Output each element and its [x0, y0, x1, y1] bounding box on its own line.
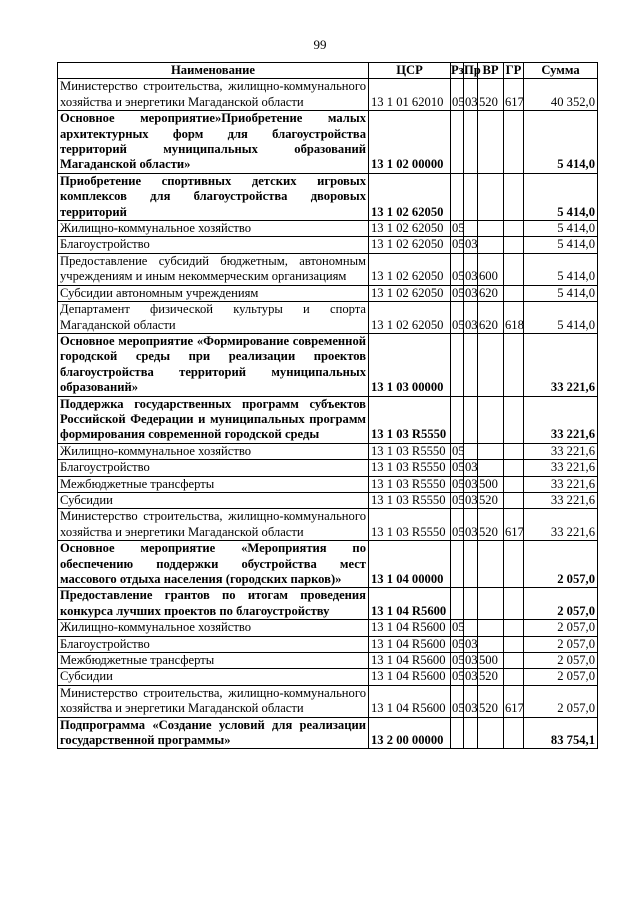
table-row [58, 717, 598, 749]
cell-name: Департамент физической культуры и спорта Магаданской области [58, 302, 369, 334]
table-row [58, 620, 598, 636]
cell-gr: 617 [504, 685, 524, 717]
cell-vr [478, 620, 504, 636]
table-row [58, 685, 598, 717]
cell-vr: 520 [478, 509, 504, 541]
cell-rz: 05 [451, 685, 464, 717]
cell-csr: 13 1 04 R5600 [369, 669, 451, 685]
cell-name: Межбюджетные трансферты [58, 476, 369, 492]
cell-gr [504, 253, 524, 285]
cell-csr: 13 1 03 R5550 [369, 460, 451, 476]
cell-name: Приобретение спортивных детских игровых комплексов для благоустройства дворовых территорий [58, 173, 369, 220]
cell-name: Субсидии [58, 669, 369, 685]
cell-csr: 13 1 02 62050 [369, 285, 451, 301]
cell-rz [451, 396, 464, 443]
cell-rz: 05 [451, 302, 464, 334]
cell-csr: 13 1 02 62050 [369, 237, 451, 253]
table-row [58, 476, 598, 492]
cell-name: Министерство строительства, жилищно-коммунального хозяйства и энергетики Магаданской области [58, 509, 369, 541]
cell-name: Субсидии [58, 492, 369, 508]
cell-name: Жилищно-коммунальное хозяйство [58, 443, 369, 459]
cell-name: Основное мероприятие»Приобретение малых архитектурных форм для благоустройства территорий муниципальных образований Магаданской области» [58, 111, 369, 174]
cell-sum: 2 057,0 [524, 541, 598, 588]
cell-vr [478, 588, 504, 620]
cell-pr: 03 [465, 636, 478, 651]
header-vr: ВР [478, 63, 504, 79]
cell-pr: 03 [465, 653, 478, 668]
cell-gr [504, 636, 524, 652]
header-sum: Сумма [524, 63, 598, 79]
cell-sum: 2 057,0 [524, 685, 598, 717]
header-rz: Рз [451, 63, 464, 77]
table-row [58, 79, 598, 111]
cell-rz [451, 111, 464, 174]
cell-sum: 5 414,0 [524, 253, 598, 285]
cell-rz [451, 333, 464, 396]
cell-gr [504, 541, 524, 588]
table-row [58, 173, 598, 220]
cell-rz [451, 717, 464, 749]
cell-csr: 13 1 03 R5550 [369, 396, 451, 443]
cell-vr: 620 [478, 302, 504, 334]
cell-vr: 500 [478, 476, 504, 492]
cell-rz [451, 541, 464, 588]
cell-gr [504, 173, 524, 220]
cell-name: Предоставление субсидий бюджетным, автономным учреждениям и иным некоммерческим организациям [58, 253, 369, 285]
cell-vr [478, 396, 504, 443]
table-row [58, 302, 598, 334]
cell-csr: 13 1 04 R5600 [369, 588, 451, 620]
cell-vr [478, 237, 504, 253]
cell-name: Министерство строительства, жилищно-коммунального хозяйства и энергетики Магаданской области [58, 79, 369, 111]
cell-pr [464, 541, 478, 588]
cell-vr: 500 [478, 653, 504, 669]
cell-rz: 05 [451, 509, 464, 541]
cell-vr [478, 460, 504, 476]
cell-vr: 600 [478, 253, 504, 285]
cell-rz: 05 [451, 253, 464, 285]
cell-sum: 5 414,0 [524, 173, 598, 220]
table-row [58, 636, 598, 652]
cell-gr [504, 396, 524, 443]
cell-rz: 05 [452, 492, 465, 507]
cell-sum: 33 221,6 [524, 396, 598, 443]
table-row [58, 588, 598, 620]
cell-vr [478, 221, 504, 237]
cell-gr: 618 [504, 302, 524, 334]
cell-name: Поддержка государственных программ субъектов Российской Федерации и муниципальных программ формирования современной городской среды [58, 396, 369, 443]
cell-pr: 03 [465, 285, 478, 300]
cell-sum: 5 414,0 [524, 302, 598, 334]
header-pr: Пр [464, 63, 481, 77]
header-csr: ЦСР [369, 63, 451, 79]
cell-rz: 05 [452, 636, 465, 651]
cell-csr: 13 1 01 62010 [369, 79, 451, 111]
cell-vr [478, 717, 504, 749]
cell-csr: 13 1 04 R5600 [369, 620, 451, 636]
cell-sum: 5 414,0 [524, 285, 598, 301]
cell-sum: 2 057,0 [524, 653, 598, 669]
cell-csr: 13 2 00 00000 [369, 717, 451, 749]
header-name: Наименование [58, 63, 369, 79]
cell-gr [504, 460, 524, 476]
cell-pr: 03 [464, 509, 478, 541]
cell-csr: 13 1 02 62050 [369, 221, 451, 237]
cell-pr [464, 111, 478, 174]
cell-pr: 03 [465, 669, 478, 684]
cell-sum: 40 352,0 [524, 79, 598, 111]
cell-rz: 05 [452, 620, 465, 635]
table-row [58, 460, 598, 476]
cell-vr [478, 443, 504, 459]
cell-pr [464, 443, 478, 459]
cell-sum: 33 221,6 [524, 443, 598, 459]
cell-gr [504, 285, 524, 301]
cell-csr: 13 1 02 62050 [369, 302, 451, 334]
table-row [58, 111, 598, 174]
cell-csr: 13 1 03 R5550 [369, 492, 451, 508]
cell-gr [504, 620, 524, 636]
cell-pr: 03 [465, 237, 478, 252]
cell-gr [504, 221, 524, 237]
cell-sum: 33 221,6 [524, 460, 598, 476]
cell-sum: 33 221,6 [524, 476, 598, 492]
cell-rz [451, 173, 464, 220]
cell-sum: 33 221,6 [524, 509, 598, 541]
table-row [58, 492, 598, 508]
cell-sum: 2 057,0 [524, 588, 598, 620]
page-number: 99 [313, 37, 327, 52]
cell-vr: 520 [478, 79, 504, 111]
cell-gr [504, 476, 524, 492]
cell-rz: 05 [452, 653, 465, 668]
table-row [58, 541, 598, 588]
cell-rz: 05 [452, 476, 465, 491]
cell-pr: 03 [464, 302, 478, 334]
cell-sum: 5 414,0 [524, 111, 598, 174]
cell-csr: 13 1 04 R5600 [369, 653, 451, 669]
cell-csr: 13 1 02 00000 [369, 111, 451, 174]
cell-pr [464, 333, 478, 396]
cell-vr [478, 173, 504, 220]
table-row [58, 237, 598, 253]
cell-vr: 520 [478, 685, 504, 717]
cell-csr: 13 1 03 R5550 [369, 509, 451, 541]
cell-name: Основное мероприятие «Формирование современной городской среды при реализации проектов благоустройства территорий муниципальных образований» [58, 333, 369, 396]
cell-csr: 13 1 04 R5600 [369, 636, 451, 652]
cell-gr [504, 669, 524, 685]
cell-sum: 83 754,1 [524, 717, 598, 749]
cell-csr: 13 1 03 00000 [369, 333, 451, 396]
cell-rz: 05 [452, 443, 465, 458]
cell-name: Жилищно-коммунальное хозяйство [58, 620, 369, 636]
cell-pr [464, 717, 478, 749]
cell-name: Субсидии автономным учреждениям [58, 285, 369, 301]
cell-pr [464, 396, 478, 443]
table-row [58, 509, 598, 541]
table-row [58, 221, 598, 237]
cell-gr [504, 333, 524, 396]
cell-pr: 03 [465, 460, 478, 475]
cell-vr [478, 636, 504, 652]
cell-name: Благоустройство [58, 237, 369, 253]
header-gr: ГР [504, 63, 524, 79]
table-row [58, 333, 598, 396]
cell-gr [504, 492, 524, 508]
cell-name: Межбюджетные трансферты [58, 653, 369, 669]
cell-pr: 03 [465, 476, 478, 491]
cell-name: Благоустройство [58, 460, 369, 476]
table-row [58, 396, 598, 443]
cell-csr: 13 1 04 R5600 [369, 685, 451, 717]
table-header-row [58, 63, 598, 79]
cell-vr [478, 541, 504, 588]
cell-name: Предоставление грантов по итогам проведения конкурса лучших проектов по благоустройству [58, 588, 369, 620]
cell-rz: 05 [452, 460, 465, 475]
cell-csr: 13 1 04 00000 [369, 541, 451, 588]
cell-gr [504, 237, 524, 253]
cell-csr: 13 1 03 R5550 [369, 443, 451, 459]
cell-pr [464, 221, 478, 237]
cell-csr: 13 1 02 62050 [369, 173, 451, 220]
cell-rz: 05 [452, 237, 465, 252]
cell-gr [504, 588, 524, 620]
cell-sum: 2 057,0 [524, 620, 598, 636]
cell-sum: 5 414,0 [524, 237, 598, 253]
cell-vr [478, 111, 504, 174]
cell-vr: 520 [478, 492, 504, 508]
cell-csr: 13 1 02 62050 [369, 253, 451, 285]
table-row [58, 253, 598, 285]
cell-pr: 03 [464, 253, 478, 285]
cell-pr [464, 173, 478, 220]
cell-name: Подпрограмма «Создание условий для реализации государственной программы» [58, 717, 369, 749]
cell-pr [464, 588, 478, 620]
cell-gr [504, 717, 524, 749]
cell-name: Основное мероприятие «Мероприятия по обеспечению поддержки обустройства мест массового отдыха населения (городских парков)» [58, 541, 369, 588]
cell-gr [504, 653, 524, 669]
table-row [58, 285, 598, 301]
cell-vr [478, 333, 504, 396]
cell-name: Министерство строительства, жилищно-коммунального хозяйства и энергетики Магаданской области [58, 685, 369, 717]
cell-rz: 05 [451, 79, 464, 111]
cell-sum: 33 221,6 [524, 492, 598, 508]
cell-gr [504, 111, 524, 174]
cell-name: Благоустройство [58, 636, 369, 652]
cell-sum: 5 414,0 [524, 221, 598, 237]
cell-gr: 617 [504, 509, 524, 541]
cell-pr [464, 620, 478, 636]
cell-pr: 03 [465, 492, 478, 507]
cell-pr: 03 [464, 79, 478, 111]
cell-rz: 05 [452, 285, 465, 300]
table-row [58, 669, 598, 685]
cell-sum: 2 057,0 [524, 669, 598, 685]
cell-name: Жилищно-коммунальное хозяйство [58, 221, 369, 237]
cell-rz [451, 588, 464, 620]
cell-vr: 620 [478, 285, 504, 301]
cell-rz: 05 [452, 221, 465, 236]
cell-vr: 520 [478, 669, 504, 685]
cell-sum: 2 057,0 [524, 636, 598, 652]
budget-table [57, 62, 598, 749]
cell-sum: 33 221,6 [524, 333, 598, 396]
cell-pr: 03 [464, 685, 478, 717]
cell-csr: 13 1 03 R5550 [369, 476, 451, 492]
cell-gr: 617 [504, 79, 524, 111]
table-row [58, 653, 598, 669]
cell-rz: 05 [452, 669, 465, 684]
cell-gr [504, 443, 524, 459]
table-row [58, 443, 598, 459]
